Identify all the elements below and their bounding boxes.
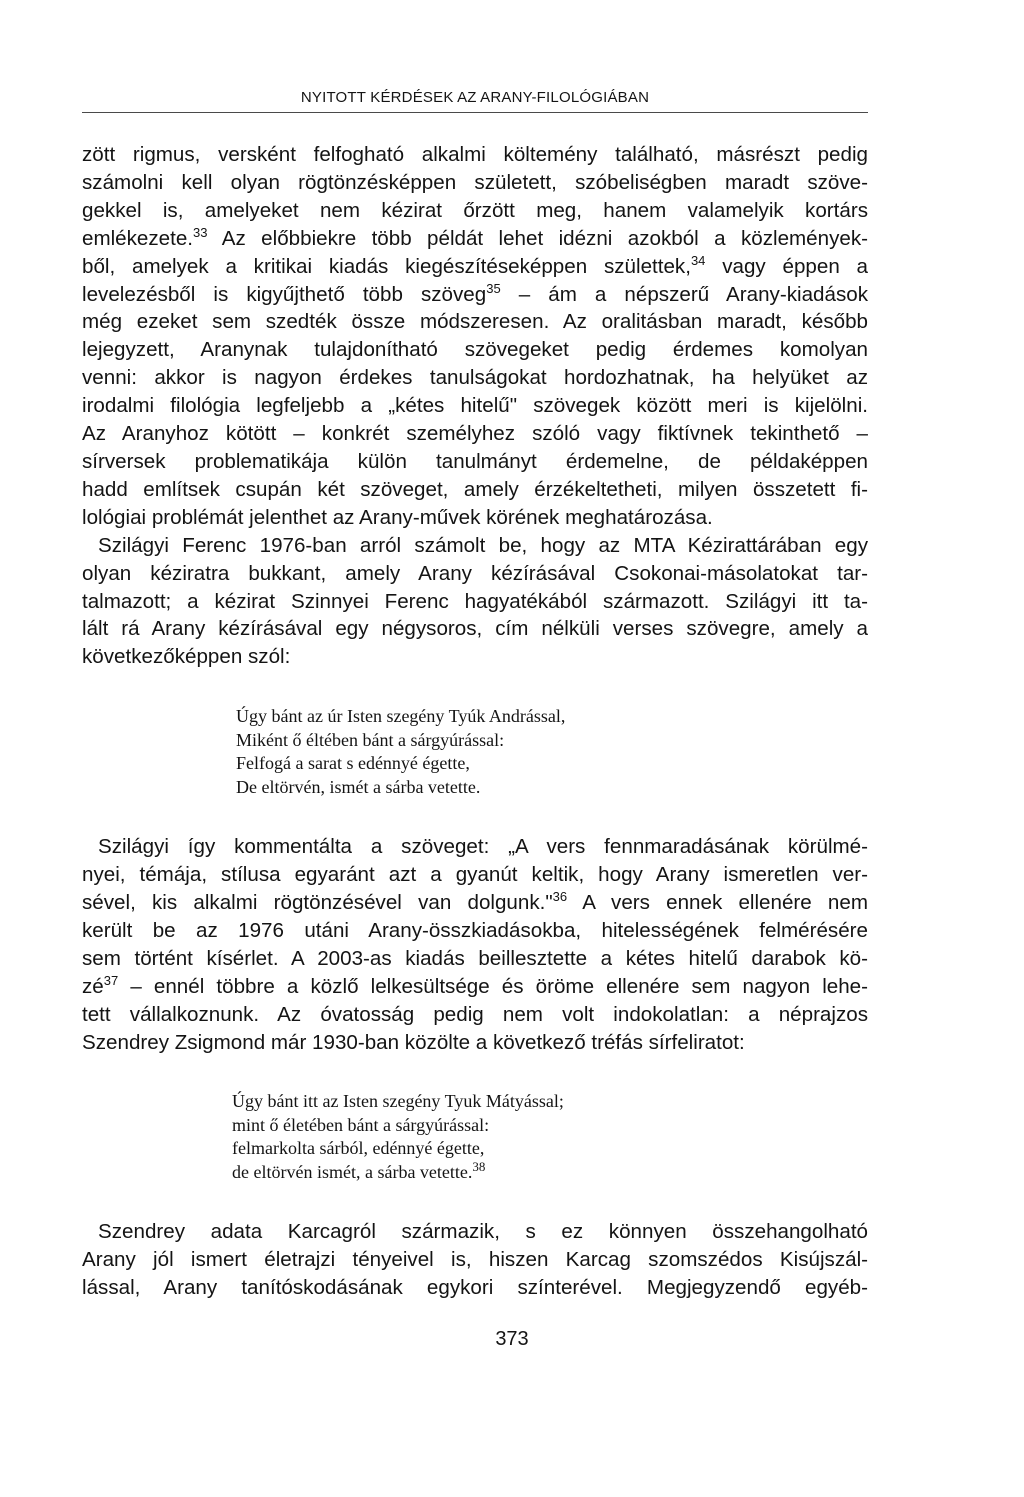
text-line <box>82 253 868 281</box>
text-line: még ezeket sem szedték össze módszeresen. Az oralitásban maradt, később <box>82 310 868 334</box>
text-fragment: zé <box>82 974 104 998</box>
text-fragment: sével, kis alkalmi rögtönzésével van dolgunk." <box>82 891 553 915</box>
text-line: sírversek problematikája külön tanulmányt érdemelne, de példaképpen <box>82 449 868 473</box>
text-fragment: de eltörvén ismét, a sárba vetette. <box>232 1161 473 1182</box>
paragraph-1 <box>82 141 868 532</box>
text-line: olyan kéziratra bukkant, amely Arany kézírásával Csokonai-másolatokat tar- <box>82 561 868 585</box>
text-line: Szendrey Zsigmond már 1930-ban közölte a következő tréfás sírfeliratot: <box>82 1030 745 1054</box>
poem-line: Úgy bánt itt az Isten szegény Tyuk Mátyással; <box>232 1091 564 1112</box>
text-line: lással, Arany tanítóskodásának egykori színterével. Megjegyzendő egyéb- <box>82 1276 868 1300</box>
text-fragment: emlékezete. <box>82 226 194 250</box>
text-line: hadd említsek csupán két szöveget, amely érzékeltetheti, milyen összetett fi- <box>82 477 868 501</box>
poem-line: Felfogá a sarat s edénnyé égette, <box>236 753 470 774</box>
text-fragment: levelezésből is kigyűjthető több szöveg <box>82 282 487 306</box>
text-line: Szilágyi Ferenc 1976-ban arról számolt be, hogy az MTA Kézirattárában egy <box>98 533 868 557</box>
paragraph-3 <box>82 833 868 1056</box>
poem-1 <box>236 705 868 799</box>
text-line: lológiai problémát jelenthet az Arany-művek körének meghatározása. <box>82 505 713 529</box>
text-line: számolni kell olyan rögtönzésképpen született, szóbeliségben maradt szöve- <box>82 170 868 194</box>
footnote-ref-34: 34 <box>690 252 706 268</box>
text-line: venni: akkor is nagyon érdekes tanulságokat hordozhatnak, ha helyüket az <box>82 366 868 390</box>
text-line: zött rigmus, versként felfogható alkalmi költemény található, másrészt pedig <box>82 143 868 166</box>
text-line: nyei, témája, stílusa egyaránt azt a gyanút keltik, hogy Arany ismeretlen ver- <box>82 863 868 887</box>
footnote-ref-38: 38 <box>472 1158 486 1174</box>
poem-line: mint ő életében bánt a sárgyúrással: <box>232 1114 490 1135</box>
text-line: irodalmi filológia legfeljebb a „kétes hitelű" szövegek között meri is kijelölni. <box>82 394 868 418</box>
text-fragment: – ám a népszerű Arany-kiadások <box>518 282 868 306</box>
text-line <box>82 889 868 917</box>
text-line: lejegyzett, Aranynak tulajdonítható szövegeket pedig érdemes komolyan <box>82 338 868 362</box>
text-line: Szendrey adata Karcagról származik, s ez könnyen összehangolható <box>98 1220 868 1244</box>
text-line <box>82 225 868 253</box>
text-fragment: vagy éppen a <box>722 254 869 278</box>
text-line: Az Aranyhoz kötött – konkrét személyhez szóló vagy fiktívnek tekinthető – <box>82 422 868 446</box>
text-line: sem történt kísérlet. A 2003-as kiadás beillesztette a kétes hitelű darabok kö- <box>82 946 868 970</box>
text-line <box>82 281 868 309</box>
poem-line: Miként ő éltében bánt a sárgyúrással: <box>236 729 505 750</box>
text-fragment: Az előbbiekre több példát lehet idézni azokból a közlemények- <box>221 226 868 250</box>
running-head: NYITOTT KÉRDÉSEK AZ ARANY-FILOLÓGIÁBAN <box>82 88 868 113</box>
footnote-ref-36: 36 <box>552 889 568 905</box>
poem-2 <box>232 1090 868 1184</box>
text-line: lált rá Arany kézírásával egy négysoros, cím nélküli verses szövegre, amely a <box>82 617 868 641</box>
footnote-ref-33: 33 <box>193 224 208 240</box>
text-line: gekkel is, amelyeket nem kézirat őrzött meg, hanem valamelyik kortárs <box>82 198 868 222</box>
footnote-ref-35: 35 <box>486 280 501 296</box>
footnote-ref-37: 37 <box>103 972 119 988</box>
page <box>82 88 868 1302</box>
poem-line: De eltörvén, ismét a sárba vetette. <box>236 776 481 797</box>
text-fragment: – ennél többre a közlő lelkesültsége és öröme ellenére sem nagyon lehe- <box>130 974 868 998</box>
paragraph-4 <box>82 1218 868 1302</box>
text-line: került be az 1976 utáni Arany-összkiadásokba, hitelességének felmérésére <box>82 918 868 942</box>
poem-line: Úgy bánt az úr Isten szegény Tyúk Andrással, <box>236 706 566 727</box>
page-number: 373 <box>495 1328 529 1350</box>
text-line: következőképpen szól: <box>82 645 291 669</box>
text-line: tett vállalkoznunk. Az óvatosság pedig nem volt indokolatlan: a néprajzos <box>82 1002 868 1026</box>
poem-line: felmarkolta sárból, edénnyé égette, <box>232 1138 485 1159</box>
text-fragment: A vers ennek ellenére nem <box>582 891 868 915</box>
poem-line <box>232 1158 868 1185</box>
text-line: talmazott; a kézirat Szinnyei Ferenc hagyatékából származott. Szilágyi itt ta- <box>82 589 868 613</box>
text-line: Szilágyi így kommentálta a szöveget: „A vers fennmaradásának körülmé- <box>98 835 868 859</box>
text-fragment: ből, amelyek a kritikai kiadás kiegészítéseképpen születtek, <box>82 254 691 278</box>
text-line: Arany jól ismert életrajzi tényeivel is, hiszen Karcag szomszédos Kisújszál- <box>82 1248 868 1272</box>
paragraph-2 <box>82 532 868 672</box>
text-line <box>82 973 868 1001</box>
